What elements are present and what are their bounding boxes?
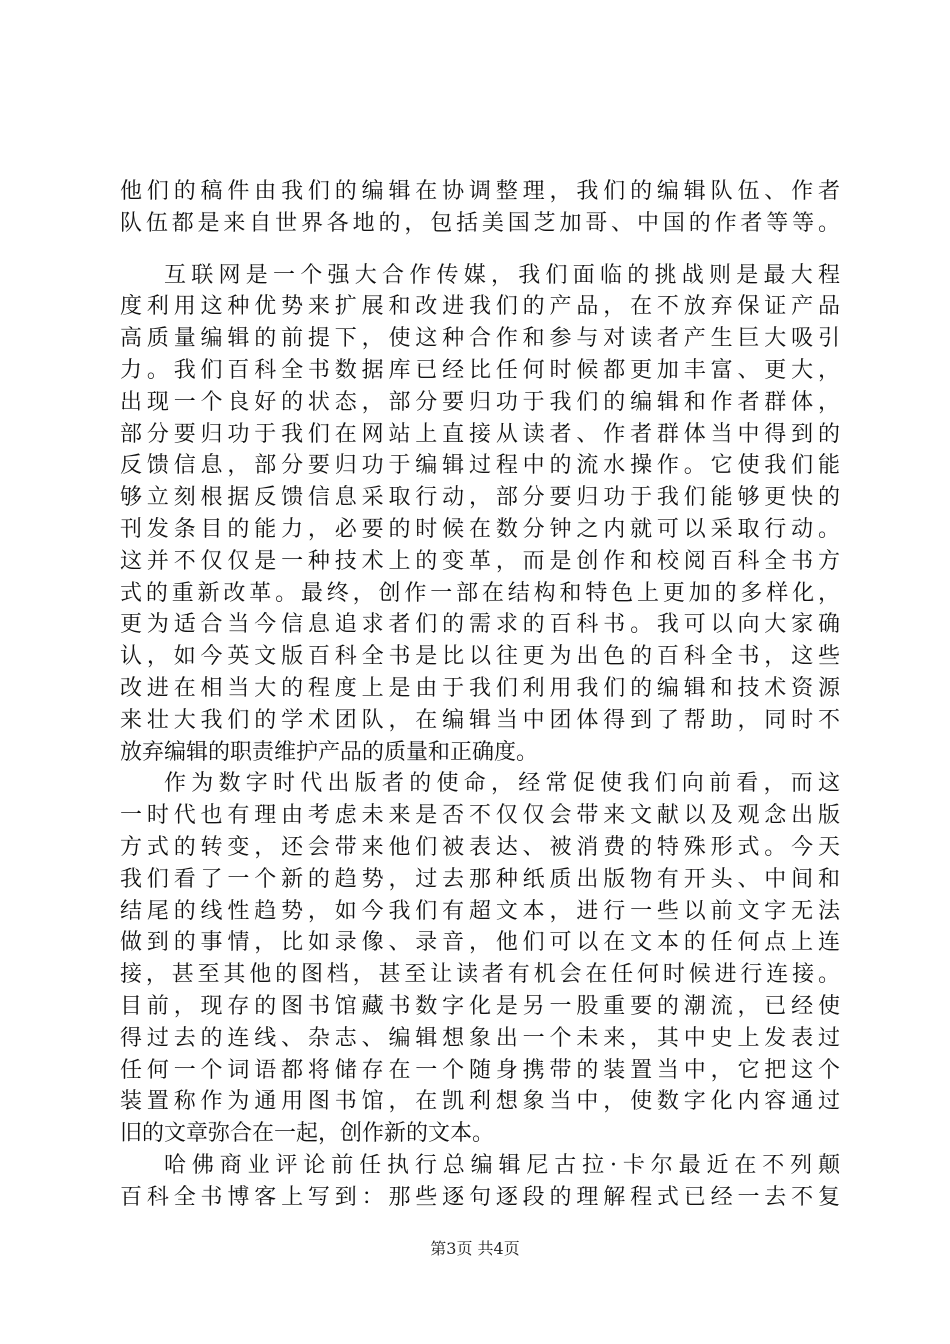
page-footer: 第3页 共4页 [430,1239,520,1258]
text-line: 刊发条目的能力，必要的时候在数分钟之内就可以采取行动。 [120,516,840,542]
paragraph-p1 [120,176,840,240]
text-line: 高质量编辑的前提下，使这种合作和参与对读者产生巨大吸引 [120,326,840,352]
text-line: 结尾的线性趋势，如今我们有超文本，进行一些以前文字无法 [120,898,840,924]
text-line: 得过去的连线、杂志、编辑想象出一个未来，其中史上发表过 [120,1025,840,1051]
text-line: 装置称作为通用图书馆，在凯利想象当中，使数字化内容通过 [120,1089,840,1115]
paragraph-p3 [120,768,840,1150]
text-line: 力。我们百科全书数据库已经比任何时候都更加丰富、更大， [120,357,840,383]
text-line: 反馈信息，部分要归功于编辑过程中的流水操作。它使我们能 [120,453,840,479]
text-line: 方式的转变，还会带来他们被表达、被消费的特殊形式。今天 [120,834,840,860]
text-line: 互联网是一个强大合作传媒，我们面临的挑战则是最大程 [164,262,840,288]
paragraph-p2 [120,260,840,769]
text-line: 任何一个词语都将储存在一个随身携带的装置当中，它把这个 [120,1057,840,1083]
text-line: 他们的稿件由我们的编辑在协调整理，我们的编辑队伍、作者 [120,179,840,204]
text-line: 更为适合当今信息追求者们的需求的百科书。我可以向大家确 [120,612,840,638]
text-line: 我们看了一个新的趋势，过去那种纸质出版物有开头、中间和 [120,866,840,892]
text-line: 百科全书博客上写到：那些逐句逐段的理解程式已经一去不复 [120,1184,840,1210]
text-line: 认，如今英文版百科全书是比以往更为出色的百科全书，这些 [120,644,840,670]
text-line: 队伍都是来自世界各地的，包括美国芝加哥、中国的作者等等。 [120,210,840,236]
text-line: 度利用这种优势来扩展和改进我们的产品，在不放弃保证产品 [120,294,840,320]
text-line: 部分要归功于我们在网站上直接从读者、作者群体当中得到的 [120,421,840,447]
text-line: 放弃编辑的职责维护产品的质量和正确度。 [120,739,539,765]
text-line: 哈佛商业评论前任执行总编辑尼古拉·卡尔最近在不列颠 [164,1152,840,1178]
text-line: 作为数字时代出版者的使命，经常促使我们向前看，而这 [164,771,840,797]
text-line: 来壮大我们的学术团队，在编辑当中团体得到了帮助，同时不 [120,707,840,733]
text-line: 一时代也有理由考虑未来是否不仅仅会带来文献以及观念出版 [120,803,840,829]
text-line: 目前，现存的图书馆藏书数字化是另一股重要的潮流，已经使 [120,993,840,1019]
text-line: 接，甚至其他的图档，甚至让读者有机会在任何时候进行连接。 [120,962,840,988]
text-line: 出现一个良好的状态，部分要归功于我们的编辑和作者群体， [120,389,840,415]
text-line: 这并不仅仅是一种技术上的变革，而是创作和校阅百科全书方 [120,548,840,574]
paragraph-p4 [120,1150,840,1214]
text-line: 做到的事情，比如录像、录音，他们可以在文本的任何点上连 [120,930,840,956]
text-line: 式的重新改革。最终，创作一部在结构和特色上更加的多样化， [120,580,840,606]
paragraph-gap [120,240,840,260]
text-line: 旧的文章弥合在一起，创作新的文本。 [120,1121,495,1147]
text-line: 改进在相当大的程度上是由于我们利用我们的编辑和技术资源 [120,675,840,701]
text-line: 够立刻根据反馈信息采取行动，部分要归功于我们能够更快的 [120,485,840,511]
document-body [120,176,840,1214]
